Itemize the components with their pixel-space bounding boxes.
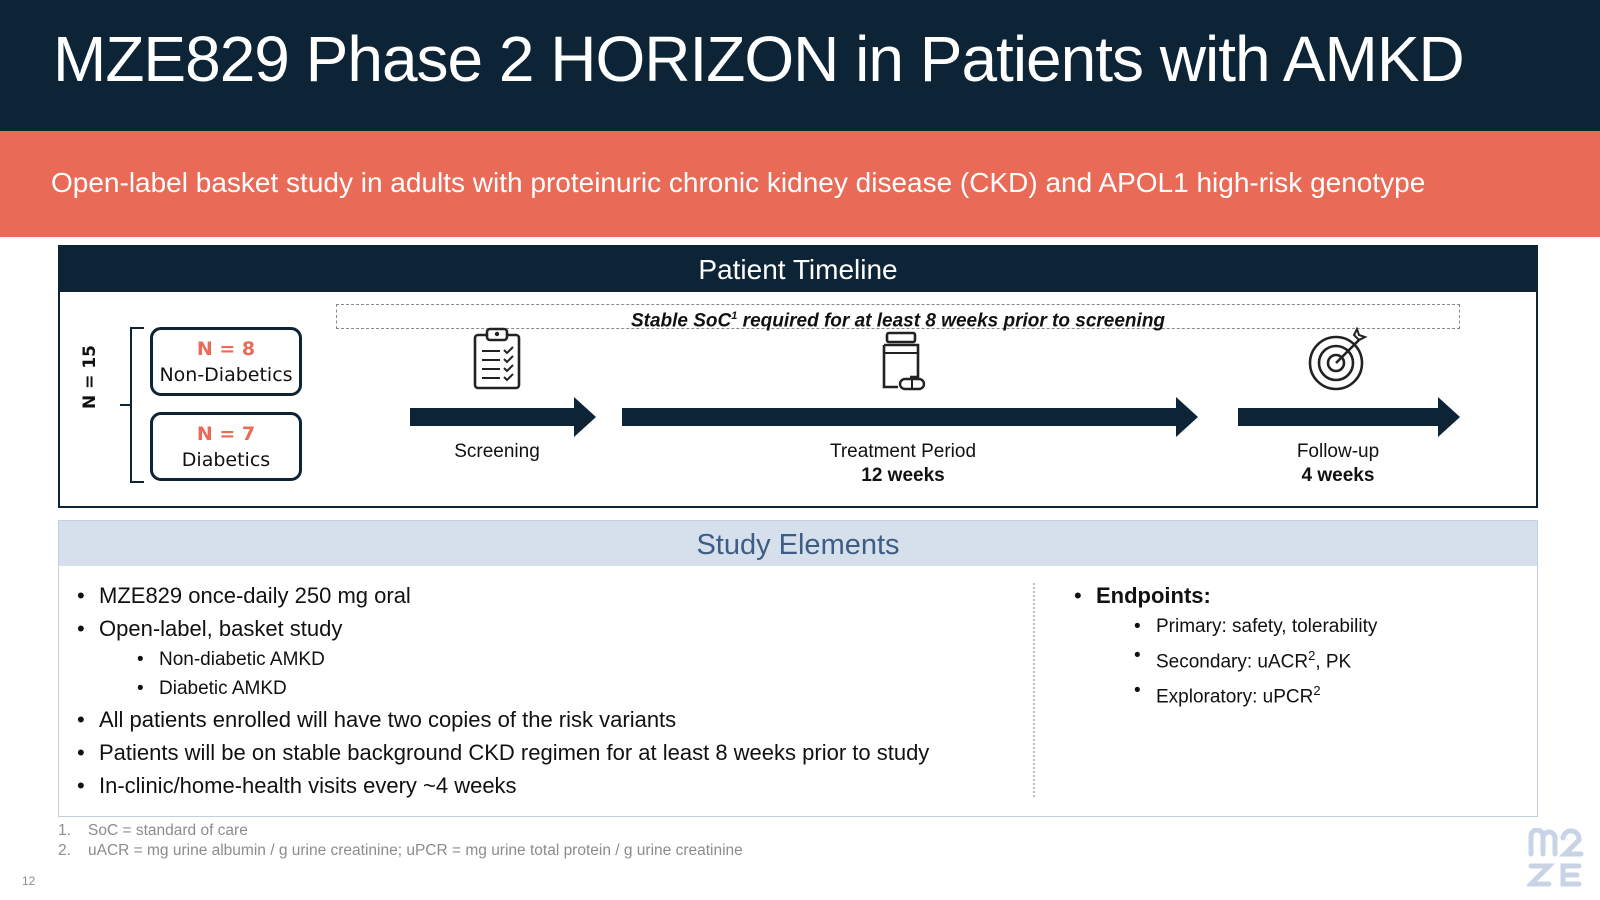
phase-name: Follow-up: [1296, 441, 1380, 462]
target-icon: [1308, 327, 1370, 391]
medicine-bottle-icon: [878, 331, 928, 395]
phase-follow-up: [1278, 440, 1398, 488]
group-label: Non-Diabetics: [159, 364, 293, 386]
treatment-arrow: [622, 397, 1198, 437]
footnote-number: 1.: [58, 822, 71, 839]
list-item: • Patients will be on stable background CKD regimen for at least 8 weeks prior to study: [99, 736, 929, 769]
study-elements-panel: [58, 520, 1538, 817]
group-count: N = 7: [196, 423, 256, 445]
list-item: • Open-label, basket study: [99, 612, 929, 645]
group-non-diabetics: [150, 327, 302, 396]
footnote: [58, 841, 743, 861]
group-brace: [130, 327, 144, 483]
soc-banner-text-end: required for at least 8 weeks prior to screening: [737, 310, 1166, 332]
footnote-ref-1: 1: [731, 310, 738, 322]
study-elements-list: [99, 579, 929, 802]
patient-timeline-header: Patient Timeline: [60, 247, 1536, 292]
footnotes: [58, 821, 743, 861]
endpoint-secondary: [1156, 641, 1377, 676]
footnote-number: 2.: [58, 842, 71, 859]
list-item: • MZE829 once-daily 250 mg oral: [99, 579, 929, 612]
column-divider: [1033, 583, 1035, 797]
title-bar: [0, 0, 1600, 131]
phase-treatment: [803, 440, 1003, 488]
phase-duration: 4 weeks: [1301, 465, 1375, 486]
subtitle-bar: [0, 131, 1600, 237]
footnote-ref-2: 2: [1313, 683, 1321, 699]
group-diabetics: [150, 412, 302, 481]
list-item: • In-clinic/home-health visits every ~4 weeks: [99, 769, 929, 802]
soc-banner-text-start: Stable SoC: [630, 310, 732, 332]
list-subitem: • Diabetic AMKD: [159, 674, 929, 703]
total-patients-label: N = 15: [80, 345, 100, 409]
footnote: [58, 821, 743, 841]
footnote-text: SoC = standard of care: [88, 822, 248, 839]
endpoint-primary: • Primary: safety, tolerability: [1156, 612, 1377, 641]
endpoint-text: , PK: [1315, 651, 1352, 673]
group-count: N = 8: [196, 338, 256, 360]
endpoint-text: Secondary: uACR: [1156, 651, 1309, 673]
footnote-text: uACR = mg urine albumin / g urine creatinine; uPCR = mg urine total protein / g urine creatinine: [88, 842, 743, 859]
slide-subtitle: Open-label basket study in adults with proteinuric chronic kidney disease (CKD) and APOL1 high-risk genotype: [51, 167, 1426, 198]
follow-up-arrow: [1238, 397, 1460, 437]
list-item: • All patients enrolled will have two copies of the risk variants: [99, 703, 929, 736]
endpoint-exploratory: [1156, 676, 1377, 711]
endpoints-heading: [1096, 579, 1377, 612]
patient-timeline-panel: [58, 245, 1538, 508]
maze-logo-icon: [1527, 828, 1587, 888]
footnote-ref-2: 2: [1308, 648, 1316, 663]
phase-name: Treatment Period: [829, 441, 977, 462]
study-elements-header: Study Elements: [59, 521, 1537, 566]
phase-screening: [437, 440, 557, 464]
phase-name: Screening: [454, 441, 540, 462]
endpoints-list: [1096, 579, 1377, 712]
group-brace-tip: [120, 404, 131, 406]
endpoints-label: Endpoints:: [1096, 583, 1211, 608]
page-number: 12: [22, 874, 36, 888]
phase-duration: 12 weeks: [861, 465, 945, 486]
endpoint-text: Exploratory: uPCR: [1156, 686, 1314, 708]
slide-title: MZE829 Phase 2 HORIZON in Patients with AMKD: [53, 23, 1464, 95]
soc-requirement-banner: [336, 304, 1460, 332]
group-label: Diabetics: [181, 449, 271, 471]
list-subitem: • Non-diabetic AMKD: [159, 645, 929, 674]
clipboard-checklist-icon: [472, 327, 522, 391]
screening-arrow: [410, 397, 596, 437]
